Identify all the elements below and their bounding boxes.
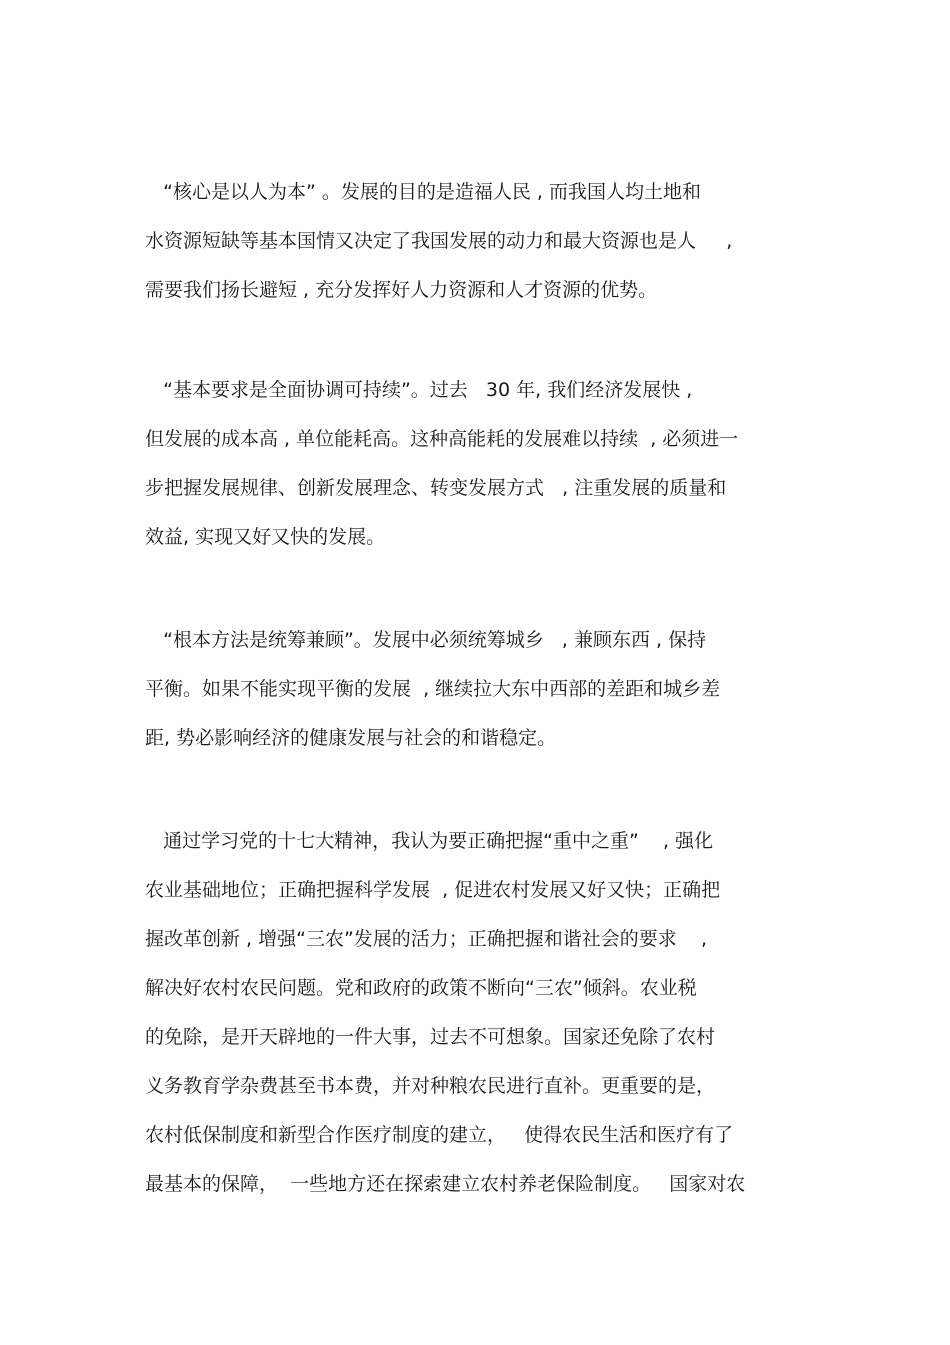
text-line: “根本方法是统筹兼顾”。发展中必须统筹城乡 , 兼顾东西 , 保持 [145, 629, 707, 651]
text-line: 平衡。如果不能实现平衡的发展 , 继续拉大东中西部的差距和城乡差 [145, 678, 721, 700]
paragraph-seventeenth-congress [145, 829, 810, 1196]
text-line: 步把握发展规律、创新发展理念、转变发展方式 , 注重发展的质量和 [145, 477, 727, 499]
text-line: 需要我们扬长避短 , 充分发挥好人力资源和人才资源的优势。 [145, 279, 658, 301]
text-line: 农村低保制度和新型合作医疗制度的建立， 使得农民生活和医疗有了 [145, 1124, 734, 1146]
text-line: 效益, 实现又好又快的发展。 [145, 526, 386, 548]
paragraph-core-people-oriented [145, 180, 810, 302]
text-line: 但发展的成本高 , 单位能耗高。这种高能耗的发展难以持续 , 必须进一 [145, 428, 739, 450]
text-line: 的免除，是开天辟地的一件大事，过去不可想象。国家还免除了农村 [145, 1026, 716, 1048]
text-line: “核心是以人为本” 。发展的目的是造福人民 , 而我国人均土地和 [145, 181, 701, 203]
text-line: 距, 势必影响经济的健康发展与社会的和谐稳定。 [145, 727, 557, 749]
text-line: 握改革创新 , 增强“三农”发展的活力；正确把握和谐社会的要求 , [145, 928, 708, 950]
text-line: 农业基础地位；正确把握科学发展 , 促进农村发展又好又快；正确把 [145, 879, 721, 901]
text-line: 解决好农村农民问题。党和政府的政策不断向“三农”倾斜。农业税 [145, 977, 697, 999]
text-line: 水资源短缺等基本国情又决定了我国发展的动力和最大资源也是人 , [145, 230, 733, 252]
text-line: 义务教育学杂费甚至书本费，并对种粮农民进行直补。更重要的是， [145, 1075, 716, 1097]
text-line: “基本要求是全面协调可持续”。过去 30 年, 我们经济发展快 , [145, 379, 693, 401]
text-line: 通过学习党的十七大精神，我认为要正确把握“重中之重” , 强化 [145, 830, 714, 852]
paragraph-basic-requirement [145, 378, 810, 549]
paragraph-fundamental-method [145, 628, 810, 750]
text-line: 最基本的保障， 一些地方还在探索建立农村养老保险制度。 国家对农 [145, 1173, 746, 1195]
